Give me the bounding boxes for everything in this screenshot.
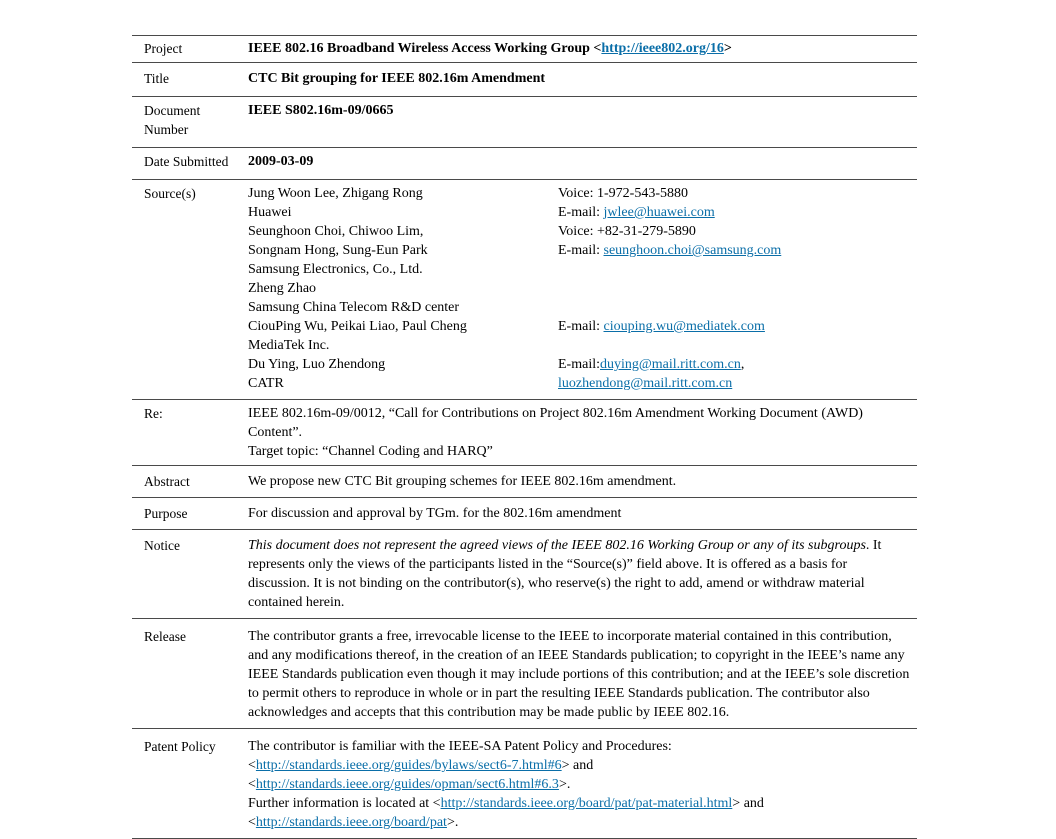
title-label: Title	[132, 63, 240, 97]
source-names	[248, 184, 558, 393]
document-number-value: IEEE S802.16m-09/0665	[240, 97, 917, 148]
table-row	[132, 36, 917, 63]
date-submitted-value: 2009-03-09	[240, 148, 917, 180]
email-prefix: E-mail:	[558, 205, 604, 220]
project-suffix: >	[723, 41, 732, 56]
spacer	[558, 260, 911, 279]
project-link[interactable]: http://ieee802.org/16	[601, 41, 724, 56]
email-line-1	[558, 203, 911, 222]
email-prefix: E-mail:	[558, 357, 600, 372]
source-name: Samsung Electronics, Co., Ltd.	[248, 262, 423, 277]
notice-label: Notice	[132, 530, 240, 619]
email-link-1[interactable]: jwlee@huawei.com	[603, 205, 715, 220]
notice-value	[240, 530, 917, 619]
lt-sign: <	[248, 815, 256, 830]
patent-value	[240, 729, 917, 839]
table-row	[132, 400, 917, 466]
source-value	[240, 180, 917, 400]
table-row	[132, 97, 917, 148]
spacer	[558, 336, 911, 355]
abstract-value: We propose new CTC Bit grouping schemes for IEEE 802.16m amendment.	[240, 466, 917, 498]
source-columns	[248, 184, 911, 393]
abstract-label: Abstract	[132, 466, 240, 498]
email-line-5	[558, 374, 911, 393]
project-label: Project	[132, 36, 240, 63]
table-row	[132, 530, 917, 619]
notice-italic: This document does not represent the agreed views of the IEEE 802.16 Working Group or any of its subgroups	[248, 538, 866, 553]
spacer	[558, 298, 911, 317]
project-value	[240, 36, 917, 63]
email-prefix: E-mail:	[558, 319, 604, 334]
patent-and-2: > and	[732, 796, 764, 811]
source-name: Samsung China Telecom R&D center	[248, 300, 460, 315]
lt-sign: <	[248, 758, 256, 773]
email-link-4[interactable]: duying@mail.ritt.com.cn	[600, 357, 741, 372]
patent-link-board[interactable]: http://standards.ieee.org/board/pat	[255, 815, 447, 830]
release-value: The contributor grants a free, irrevocable license to the IEEE to incorporate material contained in this contribution, and any modifications thereof, in the creation of an IEEE Standards publication; to copyright in the IEEE’s name any IEEE Standards publication even though it may include portions of this contribution; and at the IEEE’s sole discretion to permit others to reproduce in whole or in part the resulting IEEE Standards publication. The contributor also acknowledges and accepts that this contribution may be made public by IEEE 802.16.	[240, 619, 917, 729]
table-row	[132, 498, 917, 530]
notice-rest: . It represents only the views of the participants listed in the “Source(s)” field above. It is offered as a basis for discussion. It is not binding on the contributor(s), who reserve(s) the right to add, amend or withdraw material contained herein.	[248, 538, 882, 610]
email-link-5[interactable]: luozhendong@mail.ritt.com.cn	[558, 376, 733, 391]
source-label: Source(s)	[132, 180, 240, 400]
patent-label: Patent Policy	[132, 729, 240, 839]
voice-1: Voice: 1-972-543-5880	[558, 186, 688, 201]
table-row	[132, 729, 917, 839]
patent-links-line	[248, 756, 911, 794]
patent-link-opman[interactable]: http://standards.ieee.org/guides/opman/sect6.html#6.3	[255, 777, 559, 792]
email-line-4	[558, 355, 911, 374]
source-name: Du Ying, Luo Zhendong	[248, 357, 386, 372]
re-value	[240, 400, 917, 466]
table-row	[132, 619, 917, 729]
email-line-2	[558, 241, 911, 260]
purpose-value: For discussion and approval by TGm. for the 802.16m amendment	[240, 498, 917, 530]
document-number-label: Document Number	[132, 97, 240, 148]
source-name: MediaTek Inc.	[248, 338, 330, 353]
patent-and-1: > and <	[248, 758, 594, 792]
spacer	[558, 279, 911, 298]
re-line-2: Target topic: “Channel Coding and HARQ”	[248, 444, 493, 459]
date-submitted-label: Date Submitted	[132, 148, 240, 180]
source-name: CiouPing Wu, Peikai Liao, Paul Cheng	[248, 319, 467, 334]
patent-end-1: >.	[558, 777, 571, 792]
source-name: Jung Woon Lee, Zhigang Rong	[248, 186, 423, 201]
release-label: Release	[132, 619, 240, 729]
email-link-2[interactable]: seunghoon.choi@samsung.com	[603, 243, 782, 258]
source-name: Seunghoon Choi, Chiwoo Lim,	[248, 224, 424, 239]
patent-intro: The contributor is familiar with the IEEE-SA Patent Policy and Procedures:	[248, 739, 672, 754]
source-name: Huawei	[248, 205, 292, 220]
purpose-label: Purpose	[132, 498, 240, 530]
email-line-3	[558, 317, 911, 336]
patent-end-2: >.	[446, 815, 459, 830]
table-row	[132, 180, 917, 400]
cover-sheet-table	[132, 35, 917, 839]
patent-further-line	[248, 794, 911, 813]
email-link-3[interactable]: ciouping.wu@mediatek.com	[603, 319, 765, 334]
source-name: Songnam Hong, Sung-Eun Park	[248, 243, 428, 258]
patent-link-bylaws[interactable]: http://standards.ieee.org/guides/bylaws/sect6-7.html#6	[255, 758, 562, 773]
source-name: Zheng Zhao	[248, 281, 317, 296]
comma: ,	[740, 357, 745, 372]
patent-final-line	[248, 813, 911, 832]
voice-2: Voice: +82-31-279-5890	[558, 224, 696, 239]
email-prefix: E-mail:	[558, 243, 604, 258]
patent-further: Further information is located at <	[248, 796, 441, 811]
re-line-1: IEEE 802.16m-09/0012, “Call for Contributions on Project 802.16m Amendment Working Document (AWD) Content”.	[248, 406, 863, 440]
project-text: IEEE 802.16 Broadband Wireless Access Working Group <	[248, 41, 602, 56]
title-value: CTC Bit grouping for IEEE 802.16m Amendment	[240, 63, 917, 97]
table-row	[132, 466, 917, 498]
source-name: CATR	[248, 376, 284, 391]
patent-link-material[interactable]: http://standards.ieee.org/board/pat/pat-material.html	[440, 796, 733, 811]
table-row	[132, 63, 917, 97]
table-row	[132, 148, 917, 180]
re-label: Re:	[132, 400, 240, 466]
source-contacts	[558, 184, 911, 393]
